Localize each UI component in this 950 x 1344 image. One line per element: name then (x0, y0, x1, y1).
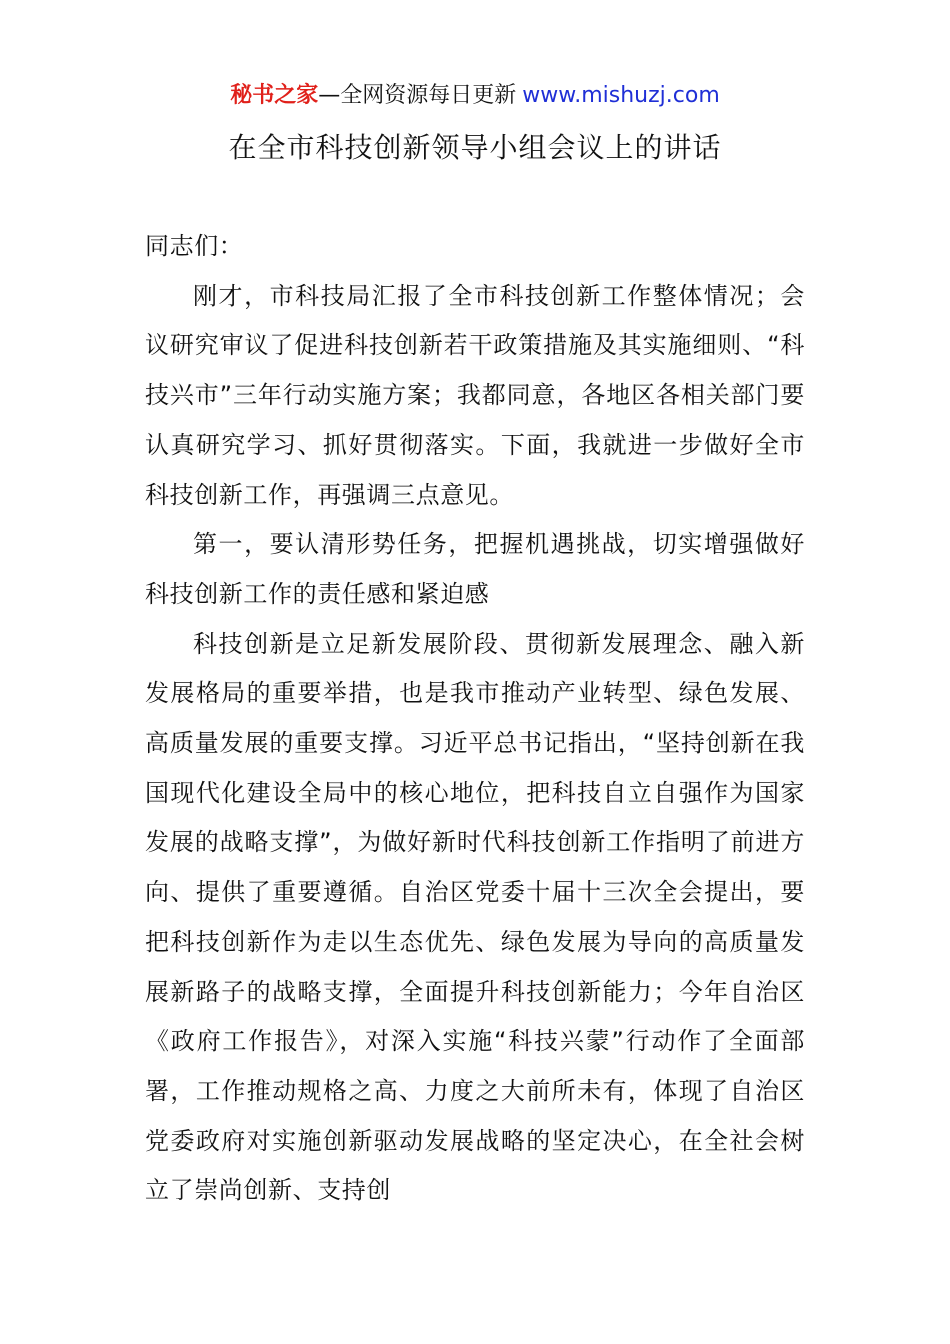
paragraph-body: 科技创新是立足新发展阶段、贯彻新发展理念、融入新发展格局的重要举措，也是我市推动产业转型、绿色发展、高质量发展的重要支撑。习近平总书记指出，“坚持创新在我国现代化建设全局中的核心地位，把科技自立自强作为国家发展的战略支撑”，为做好新时代科技创新工作指明了前进方向、提供了重要遵循。自治区党委十届十三次全会提出，要把科技创新作为走以生态优先、绿色发展为导向的高质量发展新路子的战略支撑，全面提升科技创新能力；今年自治区《政府工作报告》，对深入实施“科技兴蒙”行动作了全面部署，工作推动规格之高、力度之大前所未有，体现了自治区党委政府对实施创新驱动发展战略的坚定决心，在全社会树立了崇尚创新、支持创 (145, 629, 805, 1205)
header-tagline: —全网资源每日更新 (318, 83, 517, 108)
paragraph-intro: 刚才，市科技局汇报了全市科技创新工作整体情况；会议研究审议了促进科技创新若干政策措施及其实施细则、“科技兴市”三年行动实施方案；我都同意，各地区各相关部门要认真研究学习、抓好贯彻落实。下面，我就进一步做好全市科技创新工作，再强调三点意见。 (145, 281, 805, 509)
site-header-banner (0, 80, 950, 112)
section-heading-first: 第一，要认清形势任务，把握机遇挑战，切实增强做好科技创新工作的责任感和紧迫感 (145, 530, 805, 608)
document-body (145, 222, 805, 1216)
salutation: 同志们： (145, 232, 244, 260)
brand-name: 秘书之家 (230, 83, 319, 108)
site-url-link[interactable]: www.mishuzj.com (522, 83, 720, 108)
document-title: 在全市科技创新领导小组会议上的讲话 (228, 131, 722, 164)
